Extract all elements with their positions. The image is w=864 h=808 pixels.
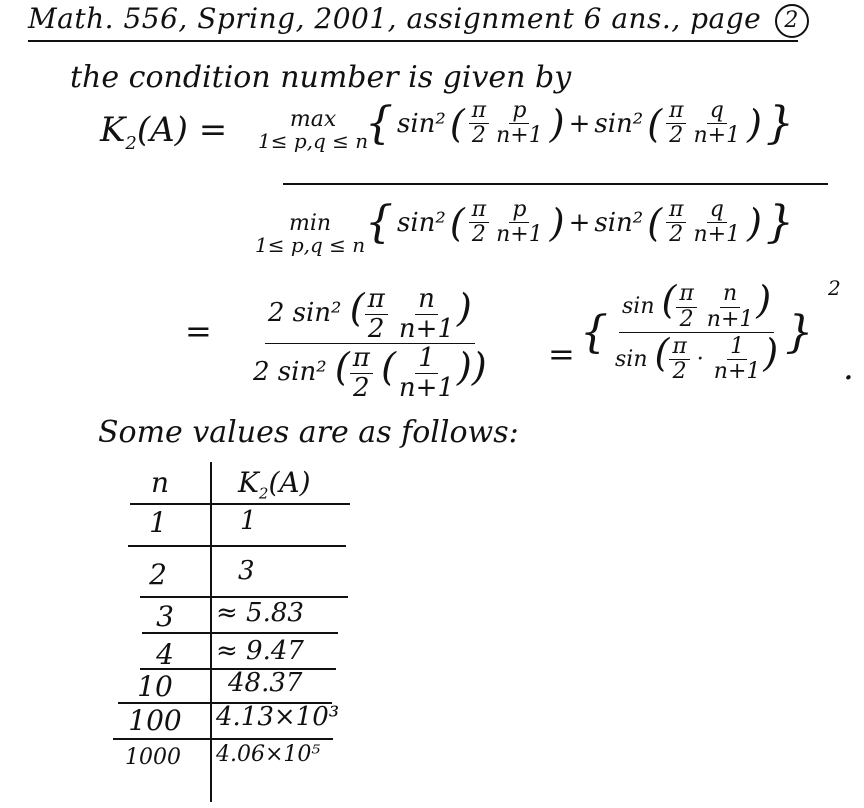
simplified-fraction: 2 sin² ( $\frac{\pi}{2}$ $\frac{n}{n+1}$ ) 2 sin² ( $\frac{\pi}{2}$ ( $\frac{1}{n+1}$ )): [253, 284, 487, 403]
page-header: [28, 2, 809, 38]
cell-n: 1000: [125, 745, 181, 770]
fraction: $\frac{\pi}{2}$: [469, 99, 489, 148]
exponent: 2: [828, 276, 841, 300]
main-fraction-bar: [283, 183, 828, 185]
sin-squared: sin²: [594, 108, 644, 139]
max-word: max: [289, 107, 337, 132]
header-underline: [28, 40, 798, 42]
min-expression: { sin² ( $\frac{\pi}{2}$ $\frac{p}{n+1}$ ) + sin² ( $\frac{\pi}{2}$ $\frac{q}{n+1}$ ) }: [365, 196, 794, 248]
plus-sign: +: [568, 207, 591, 238]
min-word: min: [289, 211, 332, 236]
equals-sign: =: [548, 335, 575, 373]
equals-sign: =: [185, 312, 212, 350]
cell-n: 1: [149, 506, 167, 539]
max-expression: { sin² ( $\frac{\pi}{2}$ $\frac{p}{n+1}$ ) + sin² ( $\frac{\pi}{2}$ $\frac{q}{n+1}$ ) }: [365, 97, 794, 149]
cell-n: 4: [156, 638, 174, 671]
right-brace: }: [765, 197, 794, 248]
left-brace: {: [365, 197, 393, 248]
column-header-n: n: [150, 466, 170, 499]
cell-k: ≈ 5.83: [216, 598, 304, 628]
cell-n: 3: [156, 600, 174, 633]
fraction: $\frac{\pi}{2}$: [666, 99, 686, 148]
cell-k: 3: [238, 556, 255, 586]
sin-squared: sin²: [397, 108, 446, 139]
min-range: 1≤ p,q ≤ n: [255, 233, 366, 258]
lhs-k: K: [100, 110, 126, 150]
table-rule: [130, 503, 350, 505]
table-rule: [142, 632, 338, 634]
cell-k: ≈ 9.47: [216, 636, 304, 666]
fraction: $\frac{q}{n+1}$: [693, 97, 741, 148]
fraction: $\frac{p}{n+1}$: [496, 196, 543, 247]
left-brace: {: [365, 98, 393, 149]
fraction: $\frac{p}{n+1}$: [496, 97, 543, 148]
right-brace: }: [765, 98, 794, 149]
intro-text: the condition number is given by: [70, 60, 572, 95]
column-header-k: $K_2(A)$: [238, 466, 311, 503]
lhs-subscript: 2: [125, 132, 137, 154]
cell-k: 4.13×10³: [216, 702, 340, 732]
sin-squared: sin²: [594, 207, 644, 238]
max-range: 1≤ p,q ≤ n: [258, 129, 369, 154]
fraction: $\frac{q}{n+1}$: [693, 196, 741, 247]
cell-k: 48.37: [228, 668, 303, 698]
fraction: $\frac{\pi}{2}$: [666, 198, 686, 247]
header-text: Math. 556, Spring, 2001, assignment 6 ans., page: [28, 2, 762, 35]
cell-k: 4.06×10⁵: [216, 742, 321, 767]
cell-n: 2: [149, 558, 167, 591]
table-rule: [113, 738, 333, 740]
cell-n: 10: [137, 670, 173, 703]
period: .: [843, 348, 854, 388]
page-number-circle: 2: [775, 4, 809, 38]
values-intro: Some values are as follows:: [98, 415, 519, 450]
max-operator: [258, 108, 368, 152]
plus-sign: +: [568, 108, 591, 139]
lhs-arg: (A) =: [136, 110, 228, 150]
sin-squared: sin²: [397, 207, 446, 238]
squared-ratio: { sin ( $\frac{\pi}{2}$ $\frac{n}{n+1}$ ) sin ( $\frac{\pi}{2}$ · $\frac{1}{n+1}$ ) }: [580, 278, 814, 385]
table-rule: [128, 545, 346, 547]
fraction: $\frac{\pi}{2}$: [469, 198, 489, 247]
formula-lhs: [100, 110, 227, 154]
min-operator: [255, 212, 365, 256]
cell-n: 100: [128, 704, 182, 737]
cell-k: 1: [240, 506, 257, 536]
